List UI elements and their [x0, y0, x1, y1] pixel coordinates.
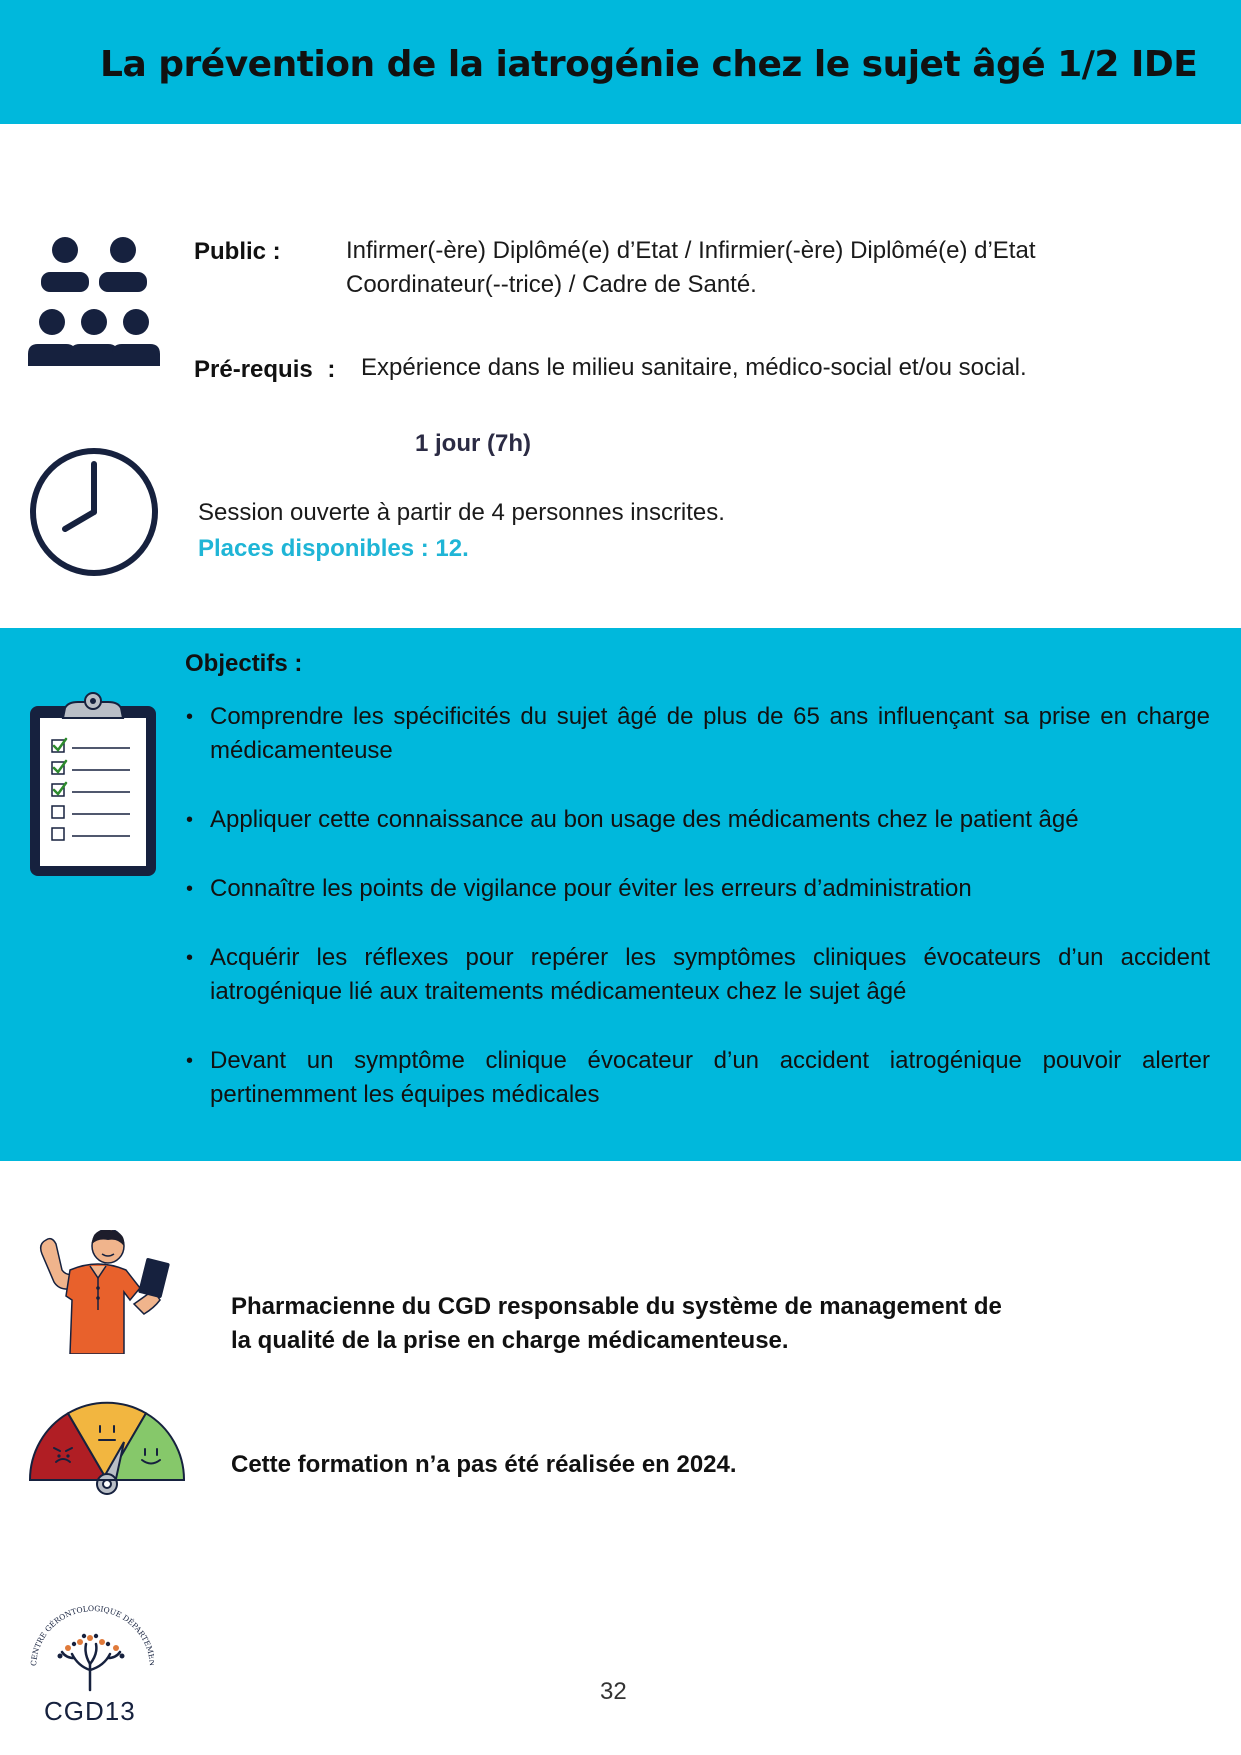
duration: 1 jour (7h)	[415, 430, 532, 457]
evaluation-text: Cette formation n’a pas été réalisée en 2024.	[231, 1451, 737, 1478]
logo-name: CGD13	[44, 1696, 136, 1726]
satisfaction-gauge-icon	[28, 1400, 186, 1496]
objectives-title: Objectifs :	[185, 650, 303, 677]
cgd13-logo	[24, 1598, 154, 1728]
trainer-illustration-icon	[36, 1230, 176, 1354]
objective-item: • Comprendre les spécificités du sujet âgé de plus de 65 ans influençant sa prise en charge médicamenteuse	[186, 700, 1210, 768]
objective-item: • Connaître les points de vigilance pour éviter les erreurs d’administration	[186, 872, 1210, 906]
objective-item: • Acquérir les réflexes pour repérer les symptômes cliniques évocateurs d’un accident iatrogénique lié aux traitements médicamenteux chez le sujet âgé	[186, 941, 1210, 1009]
objectives-list	[186, 700, 1210, 1112]
session-text: Session ouverte à partir de 4 personnes inscrites.	[198, 499, 725, 526]
objectives-section	[0, 628, 1241, 1161]
trainer-line2: la qualité de la prise en charge médicamenteuse.	[231, 1327, 789, 1354]
prerequis-label: Pré-requis :	[194, 356, 336, 383]
logo-tree-icon	[24, 1598, 154, 1698]
clipboard-checklist-icon	[28, 690, 158, 880]
places-available: Places disponibles : 12.	[198, 535, 469, 562]
prerequis-text: Expérience dans le milieu sanitaire, médico-social et/ou social.	[361, 354, 1027, 381]
public-label: Public :	[194, 238, 281, 265]
public-line2: Coordinateur(--trice) / Cadre de Santé.	[346, 271, 757, 298]
clock-icon	[28, 446, 160, 578]
trainer-line1: Pharmacienne du CGD responsable du système de management de	[231, 1293, 1002, 1320]
page-title: La prévention de la iatrogénie chez le sujet âgé 1/2 IDE	[100, 44, 1198, 85]
public-line1: Infirmer(-ère) Diplômé(e) d’Etat / Infirmier(-ère) Diplômé(e) d’Etat	[346, 237, 1036, 264]
header-band	[0, 0, 1241, 124]
objective-item: • Devant un symptôme clinique évocateur d’un accident iatrogénique pouvoir alerter pertinemment les équipes médicales	[186, 1044, 1210, 1112]
svg-text:CENTRE GÉRONTOLOGIQUE DÉPARTEM	[24, 1598, 154, 1667]
logo-ring-text: CENTRE GÉRONTOLOGIQUE DÉPARTE	[28, 1603, 153, 1667]
page-number: 32	[600, 1678, 627, 1705]
objective-item: • Appliquer cette connaissance au bon usage des médicaments chez le patient âgé	[186, 803, 1210, 837]
audience-icon	[28, 236, 160, 368]
